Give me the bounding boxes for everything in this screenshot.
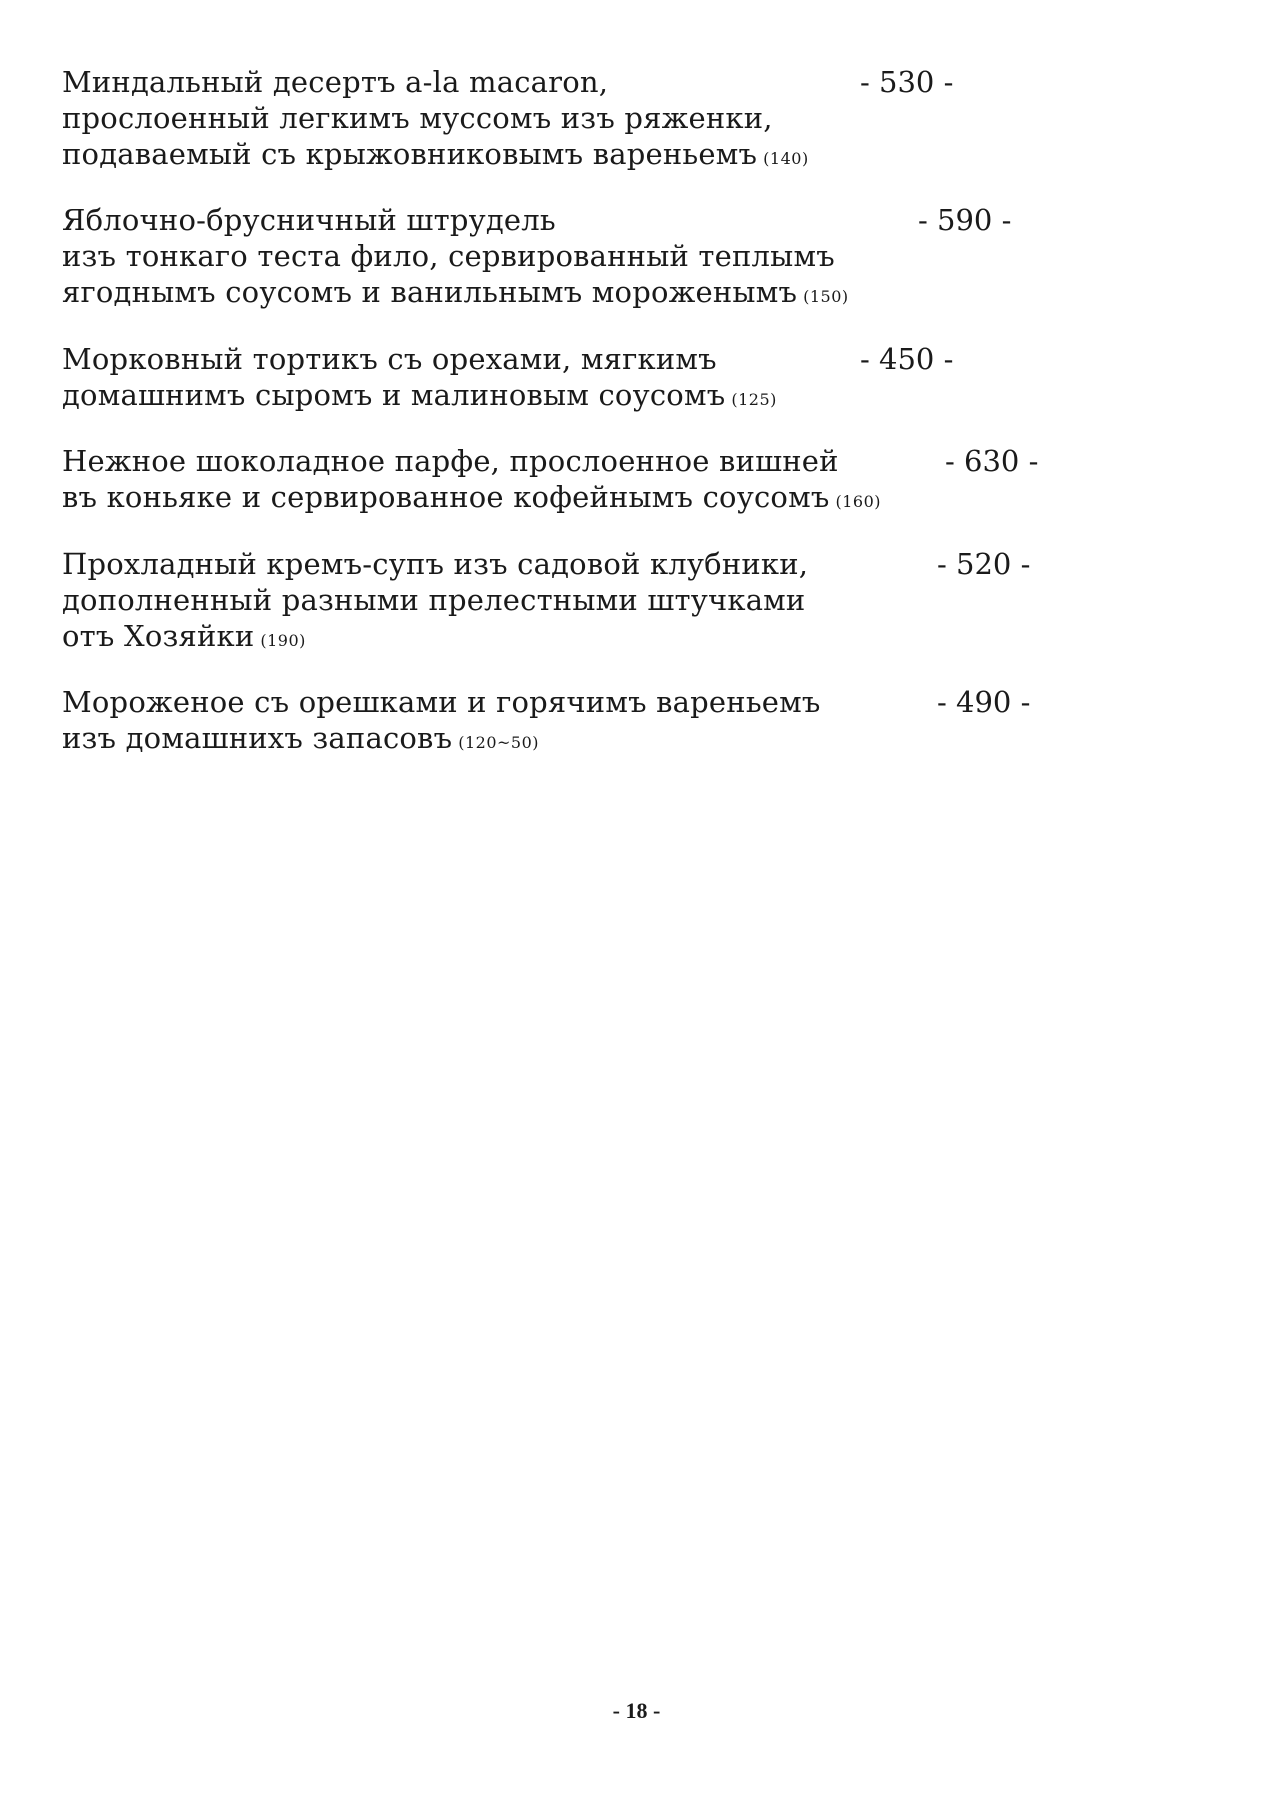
item-weight: (140) <box>763 149 809 168</box>
item-description: изъ домашнихъ запасовъ (120~50) <box>62 721 540 755</box>
menu-item <box>62 202 1012 315</box>
item-price: - 630 - <box>945 444 1039 478</box>
item-price: - 490 - <box>937 685 1031 719</box>
item-description: изъ тонкаго теста фило, сервированный теплымъ <box>62 239 835 273</box>
item-weight: (120~50) <box>458 733 540 752</box>
item-name: Мороженое съ орешками и горячимъ вареньемъ <box>62 685 821 719</box>
menu-item <box>62 341 954 418</box>
item-description: дополненный разными прелестными штучками <box>62 583 806 617</box>
item-name: Яблочно-брусничный штрудель <box>62 203 556 237</box>
item-description: прослоенный легкимъ муссомъ изъ ряженки, <box>62 101 773 135</box>
item-name: Нежное шоколадное парфе, прослоенное вишней <box>62 444 839 478</box>
item-description: въ коньяке и сервированное кофейнымъ соусомъ (160) <box>62 480 882 514</box>
menu-item <box>62 546 1031 659</box>
item-price: - 530 - <box>860 65 954 99</box>
menu-item <box>62 684 1031 761</box>
item-price: - 520 - <box>937 547 1031 581</box>
item-price: - 450 - <box>860 342 954 376</box>
item-weight: (150) <box>803 287 849 306</box>
item-price: - 590 - <box>918 203 1012 237</box>
menu-item <box>62 64 954 177</box>
item-description: ягоднымъ соусомъ и ванильнымъ мороженымъ (150) <box>62 275 849 309</box>
item-name: Миндальный десертъ a-la macaron, <box>62 65 609 99</box>
item-weight: (125) <box>731 390 777 409</box>
item-name: Прохладный кремъ-супъ изъ садовой клубники, <box>62 547 809 581</box>
item-description: подаваемый съ крыжовниковымъ вареньемъ (140) <box>62 137 809 171</box>
item-description: отъ Хозяйки (190) <box>62 619 306 653</box>
item-description: домашнимъ сыромъ и малиновым соусомъ (125) <box>62 378 777 412</box>
item-weight: (160) <box>835 492 882 511</box>
menu-item <box>62 443 1039 520</box>
item-name: Морковный тортикъ съ орехами, мягкимъ <box>62 342 717 376</box>
page-number: - 18 - <box>612 1698 661 1723</box>
item-weight: (190) <box>260 631 306 650</box>
